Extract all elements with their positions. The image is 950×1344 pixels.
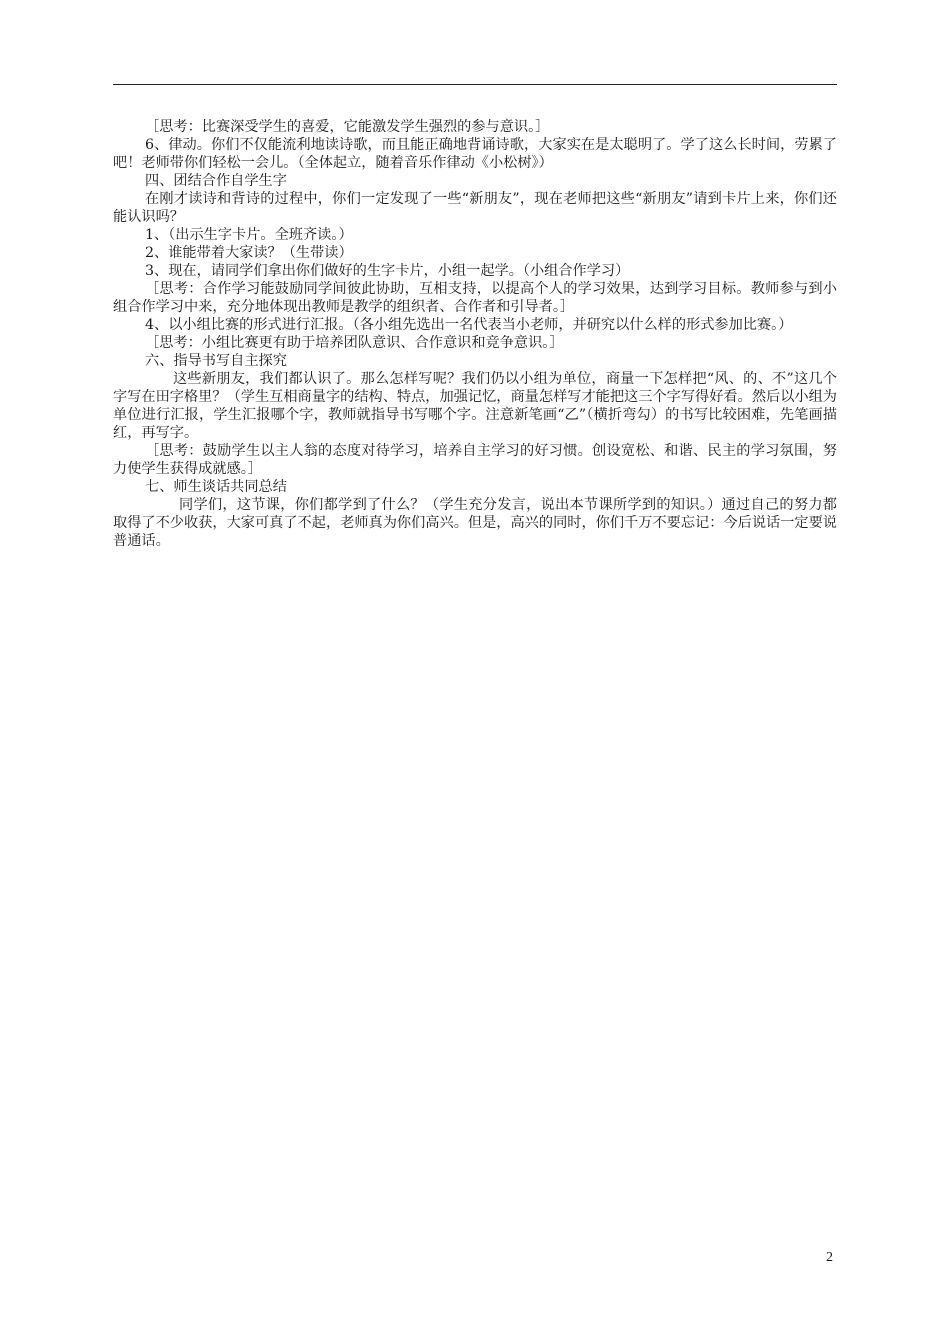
reflection-note: ［思考：小组比赛更有助于培养团队意识、合作意识和竞争意识。］ xyxy=(145,335,564,351)
document-body xyxy=(113,118,837,550)
page-number: 2 xyxy=(826,1250,833,1265)
paragraph: ［思考：比赛深受学生的喜爱，它能激发学生强烈的参与意识。］ xyxy=(145,119,550,135)
paragraph: 这些新朋友，我们都认识了。那么怎样写呢？我们仍以小组为单位，商量一下怎样把“风、的、不”这几个字写在田字格里？（学生互相商量字的结构、特点，加强记忆，商量怎样写才能把这三个字写得好看。然后以小组为单位进行汇报，学生汇报哪个字，教师就指导书写哪个字。注意新笔画“乙”（横折弯勾）的书写比较困难，先笔画描红，再写字。 xyxy=(113,371,837,441)
header-rule xyxy=(113,84,837,85)
list-item: 3、现在，请同学们拿出你们做好的生字卡片，小组一起学。（小组合作学习） xyxy=(145,263,630,279)
section-heading: 六、指导书写自主探究 xyxy=(145,353,287,369)
list-item: 2、谁能带着大家读？（生带读） xyxy=(145,245,353,261)
reflection-note: ［思考：鼓励学生以主人翁的态度对待学习，培养自主学习的好习惯。创设宽松、和谐、民主的学习氛围，努力使学生获得成就感。］ xyxy=(113,443,837,477)
list-item: 4、以小组比赛的形式进行汇报。（各小组先选出一名代表当小老师，并研究以什么样的形式参加比赛。） xyxy=(145,317,793,333)
reflection-note: ［思考：合作学习能鼓励同学间彼此协助，互相支持，以提高个人的学习效果，达到学习目标。教师参与到小组合作学习中来，充分地体现出教师是教学的组织者、合作者和引导者。］ xyxy=(113,281,837,315)
list-item: 1、（出示生字卡片。全班齐读。） xyxy=(145,227,353,243)
section-heading: 七、师生谈话共同总结 xyxy=(145,479,287,495)
paragraph: 同学们，这节课，你们都学到了什么？（学生充分发言，说出本节课所学到的知识。）通过自己的努力都取得了不少收获，大家可真了不起，老师真为你们高兴。但是，高兴的同时，你们千万不要忘记：今后说话一定要说普通话。 xyxy=(113,497,837,549)
paragraph: 在刚才读诗和背诗的过程中，你们一定发现了一些“新朋友”，现在老师把这些“新朋友”请到卡片上来，你们还能认识吗？ xyxy=(113,191,837,225)
paragraph: 6、律动。你们不仅能流利地读诗歌，而且能正确地背诵诗歌，大家实在是太聪明了。学了这么长时间，劳累了吧！老师带你们轻松一会儿。（全体起立，随着音乐作律动《小松树》） xyxy=(113,137,837,171)
section-heading: 四、团结合作自学生字 xyxy=(145,173,287,189)
